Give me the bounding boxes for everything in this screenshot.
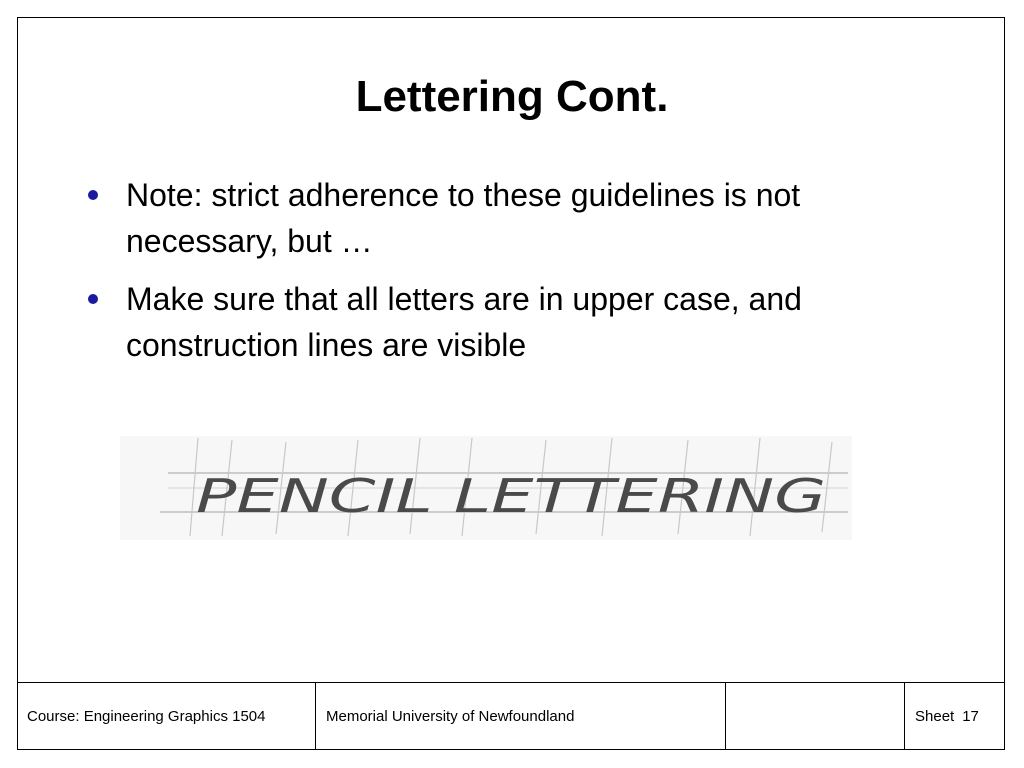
sheet-number: 17 (962, 708, 979, 725)
footer-course (17, 683, 316, 750)
bullet-list (86, 172, 926, 380)
slide-title: Lettering Cont. (355, 72, 669, 121)
bullet-dot-icon (88, 294, 98, 304)
footer-bar (17, 682, 1005, 750)
sheet-label: Sheet (915, 708, 955, 725)
pencil-lettering-image (120, 436, 852, 540)
bullet-text: Note: strict adherence to these guidelines is not necessary, but … (126, 177, 801, 259)
course-text: Course: Engineering Graphics 1504 (27, 708, 266, 725)
bullet-item (86, 172, 926, 264)
bullet-item (86, 276, 926, 368)
footer-sheet (905, 683, 1005, 750)
lettering-sample-text: PENCIL LETTERING (196, 469, 826, 523)
lettering-sample-graphic (120, 436, 852, 540)
bullet-dot-icon (88, 190, 98, 200)
bullet-text: Make sure that all letters are in upper case, and construction lines are visible (126, 281, 802, 363)
slide-frame (17, 17, 1005, 750)
footer-university (316, 683, 726, 750)
footer-blank-cell (726, 683, 905, 750)
university-text: Memorial University of Newfoundland (326, 708, 575, 725)
